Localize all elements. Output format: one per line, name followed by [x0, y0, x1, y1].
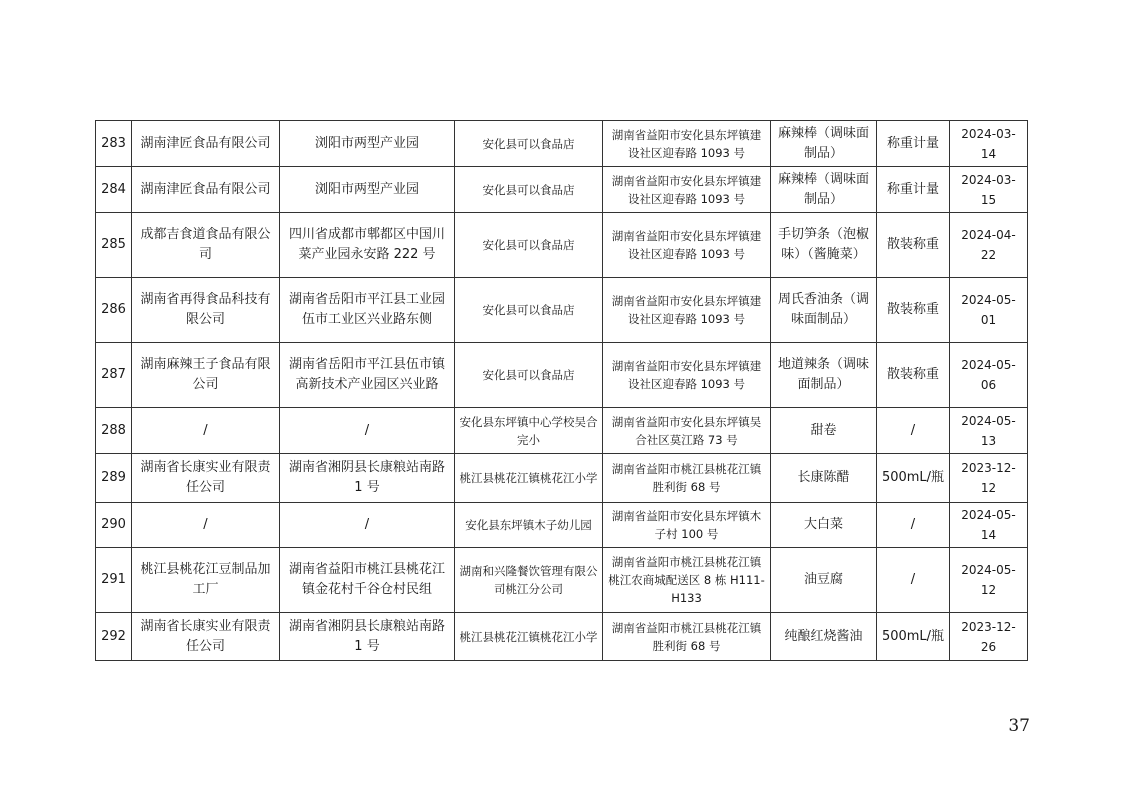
cell-product: 长康陈醋 [771, 454, 877, 503]
cell-date: 2024-05-01 [950, 278, 1028, 343]
cell-spec: / [877, 548, 950, 613]
cell-producer-address: 湖南省湘阴县长康粮站南路 1 号 [280, 454, 455, 503]
table-row [96, 167, 1028, 213]
cell-producer-address: / [280, 408, 455, 454]
cell-number: 290 [96, 503, 132, 548]
cell-seller-address: 湖南省益阳市安化县东坪镇木子村 100 号 [603, 503, 771, 548]
cell-producer-address: 湖南省岳阳市平江县伍市镇高新技术产业园区兴业路 [280, 343, 455, 408]
cell-spec: 500mL/瓶 [877, 454, 950, 503]
cell-seller-address: 湖南省益阳市安化县东坪镇建设社区迎春路 1093 号 [603, 278, 771, 343]
table-row [96, 121, 1028, 167]
sampling-results-table [95, 120, 1028, 661]
cell-product: 周氏香油条（调味面制品） [771, 278, 877, 343]
cell-seller: 安化县可以食品店 [455, 343, 603, 408]
cell-spec: 称重计量 [877, 167, 950, 213]
table-row [96, 454, 1028, 503]
cell-spec: 散装称重 [877, 213, 950, 278]
table-row [96, 613, 1028, 661]
cell-producer: 湖南津匠食品有限公司 [132, 121, 280, 167]
cell-seller: 安化县可以食品店 [455, 167, 603, 213]
cell-seller-address: 湖南省益阳市安化县东坪镇吴合社区莫江路 73 号 [603, 408, 771, 454]
cell-producer: / [132, 503, 280, 548]
cell-product: 纯酿红烧酱油 [771, 613, 877, 661]
table-row [96, 408, 1028, 454]
cell-seller: 安化县东坪镇木子幼儿园 [455, 503, 603, 548]
cell-product: 油豆腐 [771, 548, 877, 613]
cell-spec: 500mL/瓶 [877, 613, 950, 661]
cell-producer: 成都吉食道食品有限公司 [132, 213, 280, 278]
cell-producer: 湖南省再得食品科技有限公司 [132, 278, 280, 343]
cell-product: 甜卷 [771, 408, 877, 454]
table-row [96, 503, 1028, 548]
page-number: 37 [1008, 716, 1030, 736]
cell-date: 2024-04-22 [950, 213, 1028, 278]
cell-producer-address: 湖南省益阳市桃江县桃花江镇金花村千谷仓村民组 [280, 548, 455, 613]
cell-number: 292 [96, 613, 132, 661]
cell-producer-address: 湖南省湘阴县长康粮站南路 1 号 [280, 613, 455, 661]
cell-product: 麻辣棒（调味面制品） [771, 121, 877, 167]
cell-number: 283 [96, 121, 132, 167]
cell-producer-address: 湖南省岳阳市平江县工业园伍市工业区兴业路东侧 [280, 278, 455, 343]
cell-producer: 湖南麻辣王子食品有限公司 [132, 343, 280, 408]
cell-number: 285 [96, 213, 132, 278]
cell-number: 288 [96, 408, 132, 454]
cell-seller: 安化县东坪镇中心学校吴合完小 [455, 408, 603, 454]
cell-seller: 安化县可以食品店 [455, 213, 603, 278]
cell-date: 2023-12-12 [950, 454, 1028, 503]
table-row [96, 278, 1028, 343]
cell-date: 2024-05-14 [950, 503, 1028, 548]
cell-spec: / [877, 408, 950, 454]
cell-number: 286 [96, 278, 132, 343]
cell-seller-address: 湖南省益阳市桃江县桃花江镇胜利街 68 号 [603, 454, 771, 503]
cell-seller: 桃江县桃花江镇桃花江小学 [455, 454, 603, 503]
cell-seller: 安化县可以食品店 [455, 121, 603, 167]
cell-seller-address: 湖南省益阳市桃江县桃花江镇胜利街 68 号 [603, 613, 771, 661]
cell-producer: 湖南津匠食品有限公司 [132, 167, 280, 213]
table-row [96, 343, 1028, 408]
cell-number: 291 [96, 548, 132, 613]
cell-producer: 桃江县桃花江豆制品加工厂 [132, 548, 280, 613]
cell-seller: 湖南和兴隆餐饮管理有限公司桃江分公司 [455, 548, 603, 613]
cell-date: 2023-12-26 [950, 613, 1028, 661]
cell-number: 289 [96, 454, 132, 503]
cell-product: 大白菜 [771, 503, 877, 548]
cell-seller-address: 湖南省益阳市安化县东坪镇建设社区迎春路 1093 号 [603, 343, 771, 408]
cell-seller: 安化县可以食品店 [455, 278, 603, 343]
cell-date: 2024-05-12 [950, 548, 1028, 613]
cell-producer-address: 浏阳市两型产业园 [280, 167, 455, 213]
cell-producer-address: 四川省成都市郫都区中国川菜产业园永安路 222 号 [280, 213, 455, 278]
cell-spec: 称重计量 [877, 121, 950, 167]
cell-seller-address: 湖南省益阳市安化县东坪镇建设社区迎春路 1093 号 [603, 121, 771, 167]
cell-spec: 散装称重 [877, 278, 950, 343]
cell-number: 287 [96, 343, 132, 408]
cell-product: 手切笋条（泡椒味）（酱腌菜） [771, 213, 877, 278]
cell-product: 地道辣条（调味面制品） [771, 343, 877, 408]
cell-date: 2024-03-15 [950, 167, 1028, 213]
cell-seller-address: 湖南省益阳市安化县东坪镇建设社区迎春路 1093 号 [603, 167, 771, 213]
cell-producer: / [132, 408, 280, 454]
cell-producer: 湖南省长康实业有限责任公司 [132, 454, 280, 503]
cell-date: 2024-03-14 [950, 121, 1028, 167]
cell-producer: 湖南省长康实业有限责任公司 [132, 613, 280, 661]
cell-date: 2024-05-06 [950, 343, 1028, 408]
cell-producer-address: 浏阳市两型产业园 [280, 121, 455, 167]
cell-producer-address: / [280, 503, 455, 548]
table-row [96, 548, 1028, 613]
cell-spec: / [877, 503, 950, 548]
cell-number: 284 [96, 167, 132, 213]
cell-seller: 桃江县桃花江镇桃花江小学 [455, 613, 603, 661]
cell-date: 2024-05-13 [950, 408, 1028, 454]
cell-seller-address: 湖南省益阳市桃江县桃花江镇桃江农商城配送区 8 栋 H111-H133 [603, 548, 771, 613]
cell-seller-address: 湖南省益阳市安化县东坪镇建设社区迎春路 1093 号 [603, 213, 771, 278]
table-row [96, 213, 1028, 278]
cell-spec: 散装称重 [877, 343, 950, 408]
table-body [96, 121, 1028, 661]
cell-product: 麻辣棒（调味面制品） [771, 167, 877, 213]
